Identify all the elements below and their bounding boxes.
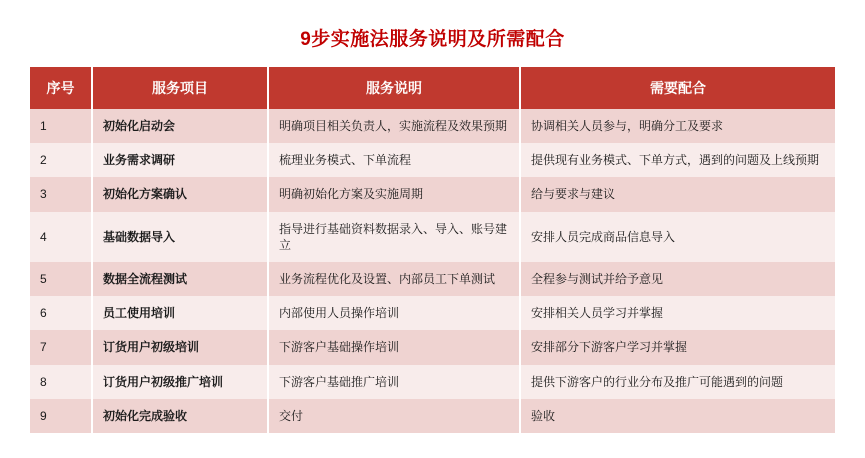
cell-service-item: 初始化完成验收 [92, 399, 268, 433]
cell-cooperation: 全程参与测试并给予意见 [520, 262, 835, 296]
cell-no: 2 [30, 143, 92, 177]
table-row [30, 177, 835, 211]
cell-no: 7 [30, 330, 92, 364]
table-row [30, 143, 835, 177]
cell-service-desc: 交付 [268, 399, 520, 433]
cell-no: 3 [30, 177, 92, 211]
cell-service-item: 初始化方案确认 [92, 177, 268, 211]
cell-cooperation: 安排部分下游客户学习并掌握 [520, 330, 835, 364]
table-header [30, 67, 835, 109]
service-table-container [30, 67, 835, 433]
table-row [30, 399, 835, 433]
cell-service-item: 订货用户初级培训 [92, 330, 268, 364]
column-header-cooperation: 需要配合 [520, 67, 835, 109]
cell-cooperation: 安排人员完成商品信息导入 [520, 212, 835, 262]
table-row [30, 212, 835, 262]
cell-service-item: 数据全流程测试 [92, 262, 268, 296]
column-header-service-desc: 服务说明 [268, 67, 520, 109]
table-row [30, 296, 835, 330]
table-row [30, 330, 835, 364]
service-table [30, 67, 835, 433]
cell-service-desc: 明确初始化方案及实施周期 [268, 177, 520, 211]
table-header-row [30, 67, 835, 109]
table-body [30, 109, 835, 433]
cell-no: 5 [30, 262, 92, 296]
cell-no: 1 [30, 109, 92, 143]
cell-service-desc: 梳理业务模式、下单流程 [268, 143, 520, 177]
cell-service-desc: 内部使用人员操作培训 [268, 296, 520, 330]
cell-service-desc: 下游客户基础操作培训 [268, 330, 520, 364]
cell-service-desc: 指导进行基础资料数据录入、导入、账号建立 [268, 212, 520, 262]
cell-cooperation: 提供下游客户的行业分布及推广可能遇到的问题 [520, 365, 835, 399]
page-title: 9步实施法服务说明及所需配合 [300, 29, 565, 50]
cell-cooperation: 提供现有业务模式、下单方式，遇到的问题及上线预期 [520, 143, 835, 177]
cell-no: 4 [30, 212, 92, 262]
cell-cooperation: 给与要求与建议 [520, 177, 835, 211]
cell-service-item: 初始化启动会 [92, 109, 268, 143]
table-row [30, 365, 835, 399]
cell-cooperation: 协调相关人员参与，明确分工及要求 [520, 109, 835, 143]
cell-no: 9 [30, 399, 92, 433]
cell-service-desc: 下游客户基础推广培训 [268, 365, 520, 399]
table-row [30, 109, 835, 143]
cell-service-item: 员工使用培训 [92, 296, 268, 330]
cell-no: 8 [30, 365, 92, 399]
column-header-service-item: 服务项目 [92, 67, 268, 109]
column-header-no: 序号 [30, 67, 92, 109]
cell-service-desc: 业务流程优化及设置、内部员工下单测试 [268, 262, 520, 296]
table-row [30, 262, 835, 296]
cell-service-item: 基础数据导入 [92, 212, 268, 262]
cell-cooperation: 验收 [520, 399, 835, 433]
cell-service-item: 业务需求调研 [92, 143, 268, 177]
cell-cooperation: 安排相关人员学习并掌握 [520, 296, 835, 330]
cell-no: 6 [30, 296, 92, 330]
cell-service-desc: 明确项目相关负责人，实施流程及效果预期 [268, 109, 520, 143]
cell-service-item: 订货用户初级推广培训 [92, 365, 268, 399]
